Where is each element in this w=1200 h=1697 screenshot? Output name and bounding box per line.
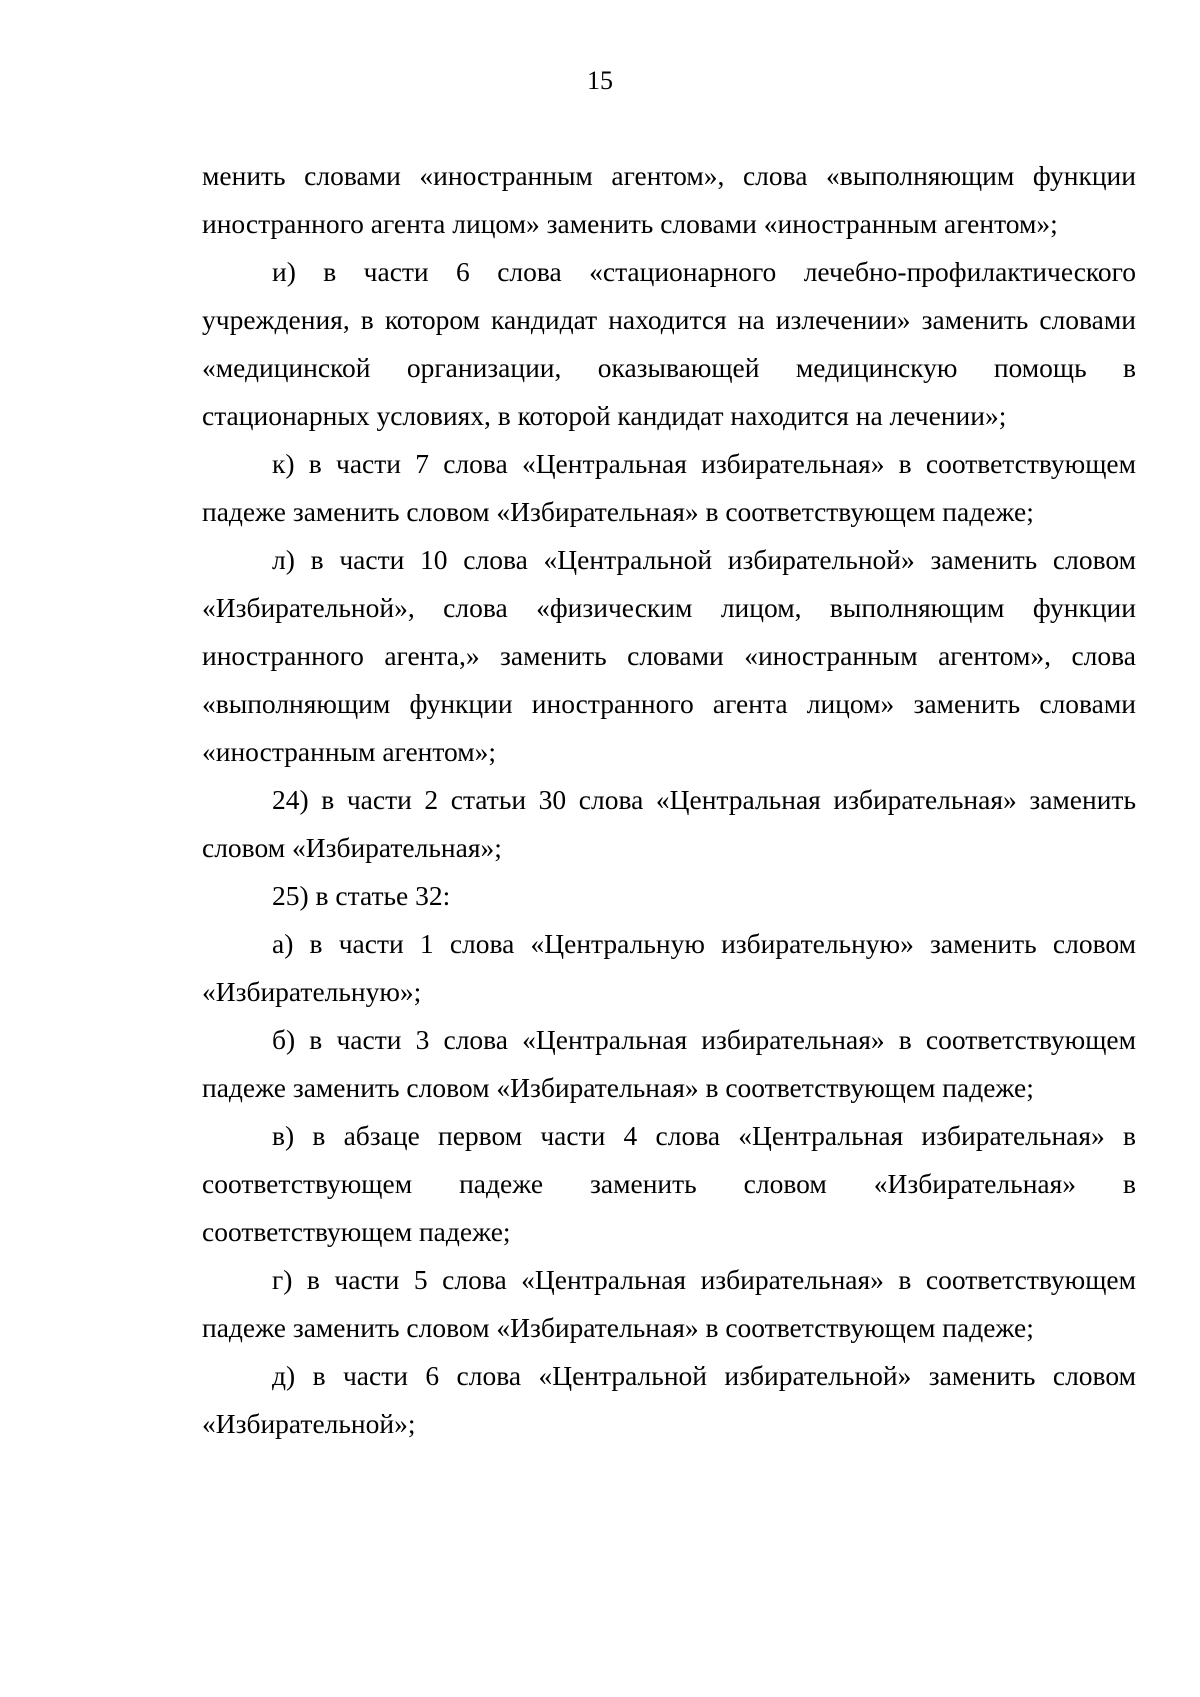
page-number: 15 (587, 66, 613, 95)
paragraph: к) в части 7 слова «Центральная избирательная» в соответствующем падеже заменить словом «Избирательная» в соответствующем падеже; (202, 448, 1136, 527)
paragraph: г) в части 5 слова «Центральная избирательная» в соответствующем падеже заменить словом «Избирательная» в соответствующем падеже; (202, 1264, 1136, 1343)
paragraph: менить словами «иностранным агентом», слова «выполняющим функции иностранного агента лицом» заменить словами «иностранным агентом»; (202, 160, 1136, 239)
paragraph: 25) в статье 32: (272, 880, 451, 911)
document-body (202, 152, 1136, 1448)
paragraph: и) в части 6 слова «стационарного лечебно-профилактического учреждения, в котором кандидат находится на излечении» заменить словами «медицинской организации, оказывающей медицинскую помощь в стационарных условиях, в которой кандидат находится на лечении»; (202, 256, 1136, 431)
paragraph: а) в части 1 слова «Центральную избирательную» заменить словом «Избирательную»; (202, 928, 1136, 1007)
paragraph: б) в части 3 слова «Центральная избирательная» в соответствующем падеже заменить словом «Избирательная» в соответствующем падеже; (202, 1024, 1136, 1103)
paragraph: д) в части 6 слова «Центральной избирательной» заменить словом «Избирательной»; (202, 1360, 1136, 1439)
paragraph: 24) в части 2 статьи 30 слова «Центральная избирательная» заменить словом «Избирательная»; (202, 784, 1136, 863)
paragraph: в) в абзаце первом части 4 слова «Центральная избирательная» в соответствующем падеже заменить словом «Избирательная» в соответствующем падеже; (202, 1120, 1136, 1247)
paragraph: л) в части 10 слова «Центральной избирательной» заменить словом «Избирательной», слова «физическим лицом, выполняющим функции иностранного агента,» заменить словами «иностранным агентом», слова «выполняющим функции иностранного агента лицом» заменить словами «иностранным агентом»; (202, 544, 1136, 767)
